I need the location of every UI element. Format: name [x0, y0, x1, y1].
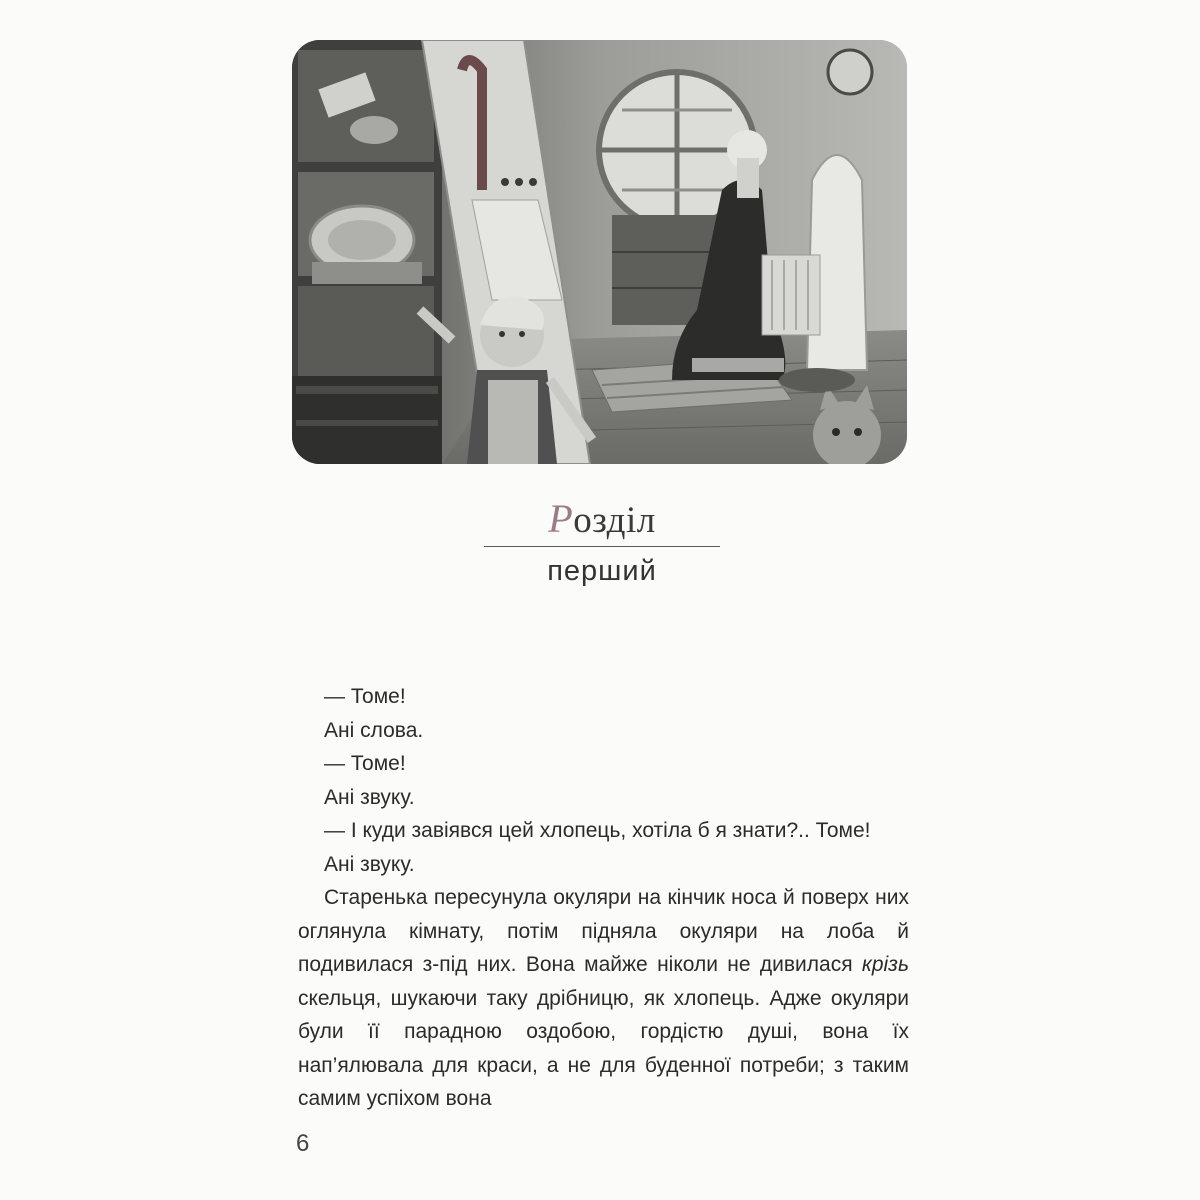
body-text [298, 680, 909, 1116]
paragraph: — Томе! [324, 752, 406, 775]
paragraph: — Томе! [324, 685, 406, 708]
page-number: 6 [296, 1130, 310, 1157]
paragraph: — І куди завіявся цей хлопець, хотіла б я знати?.. Томе! [324, 819, 871, 842]
chapter-heading [484, 496, 720, 593]
chapter-number-word: перший [547, 555, 657, 587]
paragraph-long-part1: Старенька пересунула окуляри на кінчик носа й поверх них оглянула кімнату, потім підняла окуляри на лоба й подивилася з-під них. Вона майже ніколи не дивилася [298, 886, 909, 976]
chapter-label [484, 496, 720, 544]
paragraph: Ані звуку. [324, 852, 415, 876]
chapter-initial-letter: Р [548, 496, 574, 541]
paragraph-long-emphasis: крізь [861, 953, 909, 976]
paragraph-long-part2: скельця, шукаючи таку дрібницю, як хлопець. Адже окуляри були її парадною оздобою, гордістю душі, вона їх нап’ялювала для краси, а не для буденної потреби; з таким самим успіхом вона [298, 986, 909, 1110]
paragraph: Ані слова. [324, 718, 424, 742]
chapter-divider [484, 546, 720, 547]
chapter-illustration [292, 40, 907, 464]
illustration-drawing [292, 40, 907, 464]
paragraph: Ані звуку. [324, 785, 415, 809]
paragraph-long [298, 881, 909, 1116]
chapter-word-rest: озділ [573, 500, 656, 541]
